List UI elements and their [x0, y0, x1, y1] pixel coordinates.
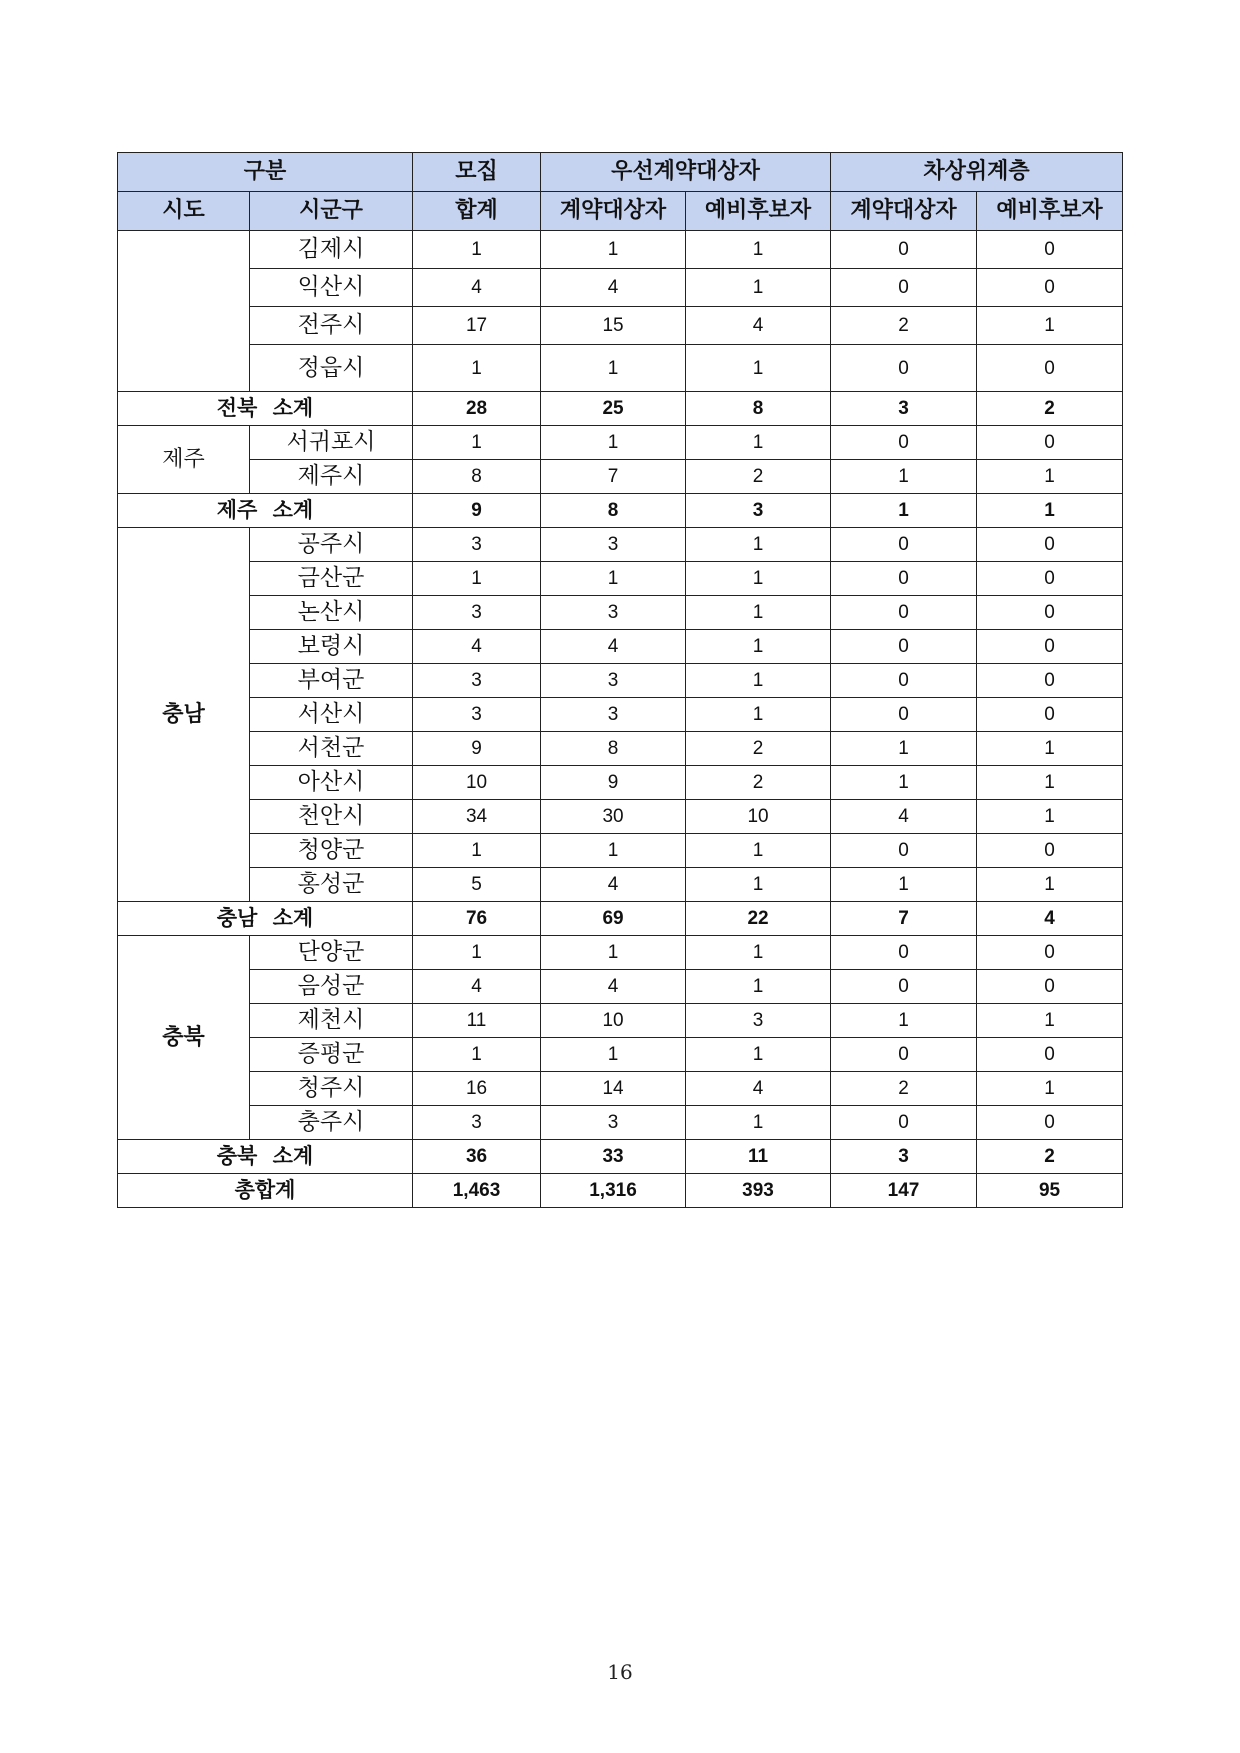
value-cell: 1	[977, 307, 1123, 345]
value-cell: 0	[831, 345, 977, 392]
sigungu-cell: 제천시	[250, 1004, 413, 1038]
value-cell: 15	[541, 307, 686, 345]
value-cell: 8	[413, 460, 541, 494]
subtotal-value: 36	[413, 1140, 541, 1174]
value-cell: 0	[977, 834, 1123, 868]
table-row	[118, 1072, 1123, 1106]
value-cell: 1	[413, 834, 541, 868]
value-cell: 17	[413, 307, 541, 345]
value-cell: 3	[541, 664, 686, 698]
value-cell: 0	[977, 596, 1123, 630]
value-cell: 1	[831, 766, 977, 800]
table-row	[118, 800, 1123, 834]
value-cell: 1	[831, 868, 977, 902]
grand-total-value: 1,316	[541, 1174, 686, 1208]
subtotal-value: 2	[977, 392, 1123, 426]
subtotal-label: 제주 소계	[118, 494, 413, 528]
value-cell: 9	[413, 732, 541, 766]
value-cell: 3	[541, 528, 686, 562]
value-cell: 1	[977, 766, 1123, 800]
value-cell: 4	[686, 307, 831, 345]
value-cell: 1	[831, 460, 977, 494]
value-cell: 1	[541, 345, 686, 392]
subtotal-row	[118, 1140, 1123, 1174]
value-cell: 0	[977, 231, 1123, 269]
table-row	[118, 528, 1123, 562]
sigungu-cell: 증평군	[250, 1038, 413, 1072]
header-priority: 우선계약대상자	[541, 153, 831, 192]
subtotal-value: 3	[686, 494, 831, 528]
value-cell: 3	[541, 1106, 686, 1140]
value-cell: 0	[977, 426, 1123, 460]
value-cell: 0	[977, 970, 1123, 1004]
header-near-poverty: 차상위계층	[831, 153, 1123, 192]
value-cell: 1	[686, 562, 831, 596]
value-cell: 3	[541, 698, 686, 732]
subtotal-value: 8	[541, 494, 686, 528]
sido-cell: 충북	[118, 936, 250, 1140]
sigungu-cell: 음성군	[250, 970, 413, 1004]
grand-total-label: 총합계	[118, 1174, 413, 1208]
value-cell: 34	[413, 800, 541, 834]
value-cell: 0	[831, 426, 977, 460]
subtotal-value: 11	[686, 1140, 831, 1174]
value-cell: 0	[831, 970, 977, 1004]
value-cell: 9	[541, 766, 686, 800]
value-cell: 2	[686, 766, 831, 800]
sigungu-cell: 제주시	[250, 460, 413, 494]
value-cell: 1	[977, 800, 1123, 834]
table-row	[118, 596, 1123, 630]
value-cell: 0	[977, 269, 1123, 307]
sigungu-cell: 김제시	[250, 231, 413, 269]
value-cell: 1	[686, 698, 831, 732]
value-cell: 1	[686, 970, 831, 1004]
table-row	[118, 426, 1123, 460]
value-cell: 4	[413, 269, 541, 307]
header-sido: 시도	[118, 192, 250, 231]
header-category: 구분	[118, 153, 413, 192]
subtotal-value: 76	[413, 902, 541, 936]
subtotal-value: 1	[831, 494, 977, 528]
value-cell: 0	[831, 834, 977, 868]
value-cell: 4	[413, 630, 541, 664]
value-cell: 1	[413, 231, 541, 269]
value-cell: 0	[831, 528, 977, 562]
sigungu-cell: 보령시	[250, 630, 413, 664]
table-row	[118, 345, 1123, 392]
subtotal-label: 충남 소계	[118, 902, 413, 936]
value-cell: 0	[977, 1038, 1123, 1072]
value-cell: 1	[977, 1072, 1123, 1106]
grand-total-row	[118, 1174, 1123, 1208]
value-cell: 4	[541, 868, 686, 902]
value-cell: 4	[541, 970, 686, 1004]
sigungu-cell: 익산시	[250, 269, 413, 307]
table-row	[118, 460, 1123, 494]
value-cell: 1	[541, 936, 686, 970]
value-cell: 1	[977, 732, 1123, 766]
value-cell: 0	[831, 1106, 977, 1140]
value-cell: 1	[686, 269, 831, 307]
value-cell: 11	[413, 1004, 541, 1038]
table-row	[118, 766, 1123, 800]
subtotal-value: 2	[977, 1140, 1123, 1174]
value-cell: 0	[977, 345, 1123, 392]
value-cell: 0	[831, 1038, 977, 1072]
value-cell: 0	[977, 630, 1123, 664]
table-row	[118, 868, 1123, 902]
table-row	[118, 936, 1123, 970]
value-cell: 1	[977, 460, 1123, 494]
sigungu-cell: 청양군	[250, 834, 413, 868]
value-cell: 0	[831, 630, 977, 664]
value-cell: 0	[831, 562, 977, 596]
sigungu-cell: 부여군	[250, 664, 413, 698]
value-cell: 1	[686, 868, 831, 902]
value-cell: 0	[977, 698, 1123, 732]
sigungu-cell: 서귀포시	[250, 426, 413, 460]
value-cell: 1	[686, 936, 831, 970]
sigungu-cell: 서천군	[250, 732, 413, 766]
header-row-1	[118, 153, 1123, 192]
value-cell: 1	[831, 732, 977, 766]
sigungu-cell: 천안시	[250, 800, 413, 834]
value-cell: 1	[686, 231, 831, 269]
value-cell: 1	[413, 426, 541, 460]
value-cell: 1	[541, 834, 686, 868]
sigungu-cell: 서산시	[250, 698, 413, 732]
sido-cell: 충남	[118, 528, 250, 902]
value-cell: 0	[977, 936, 1123, 970]
value-cell: 2	[686, 732, 831, 766]
value-cell: 1	[541, 562, 686, 596]
value-cell: 1	[686, 630, 831, 664]
value-cell: 0	[977, 562, 1123, 596]
subtotal-value: 8	[686, 392, 831, 426]
sido-cell: 제주	[118, 426, 250, 494]
value-cell: 1	[413, 1038, 541, 1072]
subtotal-value: 3	[831, 1140, 977, 1174]
value-cell: 16	[413, 1072, 541, 1106]
value-cell: 1	[413, 345, 541, 392]
value-cell: 7	[541, 460, 686, 494]
subtotal-value: 9	[413, 494, 541, 528]
sigungu-cell: 충주시	[250, 1106, 413, 1140]
value-cell: 0	[977, 664, 1123, 698]
value-cell: 0	[831, 231, 977, 269]
table-row	[118, 231, 1123, 269]
value-cell: 1	[541, 426, 686, 460]
value-cell: 10	[541, 1004, 686, 1038]
grand-total-value: 147	[831, 1174, 977, 1208]
value-cell: 2	[831, 307, 977, 345]
table-row	[118, 698, 1123, 732]
value-cell: 0	[831, 596, 977, 630]
table-row	[118, 970, 1123, 1004]
value-cell: 4	[541, 630, 686, 664]
table-row	[118, 269, 1123, 307]
value-cell: 1	[686, 596, 831, 630]
header-total: 합계	[413, 192, 541, 231]
subtotal-value: 7	[831, 902, 977, 936]
value-cell: 1	[977, 1004, 1123, 1038]
value-cell: 8	[541, 732, 686, 766]
table-row	[118, 1004, 1123, 1038]
value-cell: 3	[686, 1004, 831, 1038]
table-row	[118, 664, 1123, 698]
page-number: 16	[607, 1660, 633, 1684]
table-row	[118, 732, 1123, 766]
sigungu-cell: 공주시	[250, 528, 413, 562]
value-cell: 1	[686, 664, 831, 698]
value-cell: 14	[541, 1072, 686, 1106]
value-cell: 1	[413, 936, 541, 970]
value-cell: 10	[686, 800, 831, 834]
table-row	[118, 307, 1123, 345]
subtotal-row	[118, 392, 1123, 426]
value-cell: 5	[413, 868, 541, 902]
sigungu-cell: 논산시	[250, 596, 413, 630]
value-cell: 3	[413, 1106, 541, 1140]
subtotal-value: 25	[541, 392, 686, 426]
subtotal-value: 33	[541, 1140, 686, 1174]
value-cell: 3	[413, 698, 541, 732]
header-priority-contract: 계약대상자	[541, 192, 686, 231]
subtotal-value: 3	[831, 392, 977, 426]
value-cell: 1	[686, 1038, 831, 1072]
value-cell: 4	[686, 1072, 831, 1106]
subtotal-value: 4	[977, 902, 1123, 936]
grand-total-value: 393	[686, 1174, 831, 1208]
table-row	[118, 1106, 1123, 1140]
value-cell: 0	[831, 936, 977, 970]
value-cell: 1	[686, 834, 831, 868]
value-cell: 1	[977, 868, 1123, 902]
subtotal-row	[118, 902, 1123, 936]
value-cell: 4	[413, 970, 541, 1004]
value-cell: 1	[541, 1038, 686, 1072]
grand-total-value: 95	[977, 1174, 1123, 1208]
value-cell: 1	[686, 528, 831, 562]
subtotal-row	[118, 494, 1123, 528]
value-cell: 1	[686, 1106, 831, 1140]
sigungu-cell: 홍성군	[250, 868, 413, 902]
value-cell: 0	[977, 1106, 1123, 1140]
header-near-contract: 계약대상자	[831, 192, 977, 231]
table-row	[118, 630, 1123, 664]
table-row	[118, 562, 1123, 596]
value-cell: 2	[831, 1072, 977, 1106]
table-row	[118, 1038, 1123, 1072]
sigungu-cell: 단양군	[250, 936, 413, 970]
sigungu-cell: 청주시	[250, 1072, 413, 1106]
value-cell: 1	[686, 426, 831, 460]
subtotal-label: 전북 소계	[118, 392, 413, 426]
recruitment-table	[117, 152, 1123, 1208]
sigungu-cell: 금산군	[250, 562, 413, 596]
value-cell: 4	[831, 800, 977, 834]
value-cell: 30	[541, 800, 686, 834]
header-row-2	[118, 192, 1123, 231]
grand-total-value: 1,463	[413, 1174, 541, 1208]
subtotal-value: 28	[413, 392, 541, 426]
value-cell: 0	[977, 528, 1123, 562]
subtotal-label: 충북 소계	[118, 1140, 413, 1174]
value-cell: 1	[686, 345, 831, 392]
value-cell: 1	[541, 231, 686, 269]
value-cell: 0	[831, 269, 977, 307]
header-priority-reserve: 예비후보자	[686, 192, 831, 231]
header-sigungu: 시군구	[250, 192, 413, 231]
value-cell: 0	[831, 664, 977, 698]
subtotal-value: 1	[977, 494, 1123, 528]
header-near-reserve: 예비후보자	[977, 192, 1123, 231]
value-cell: 3	[413, 528, 541, 562]
value-cell: 1	[413, 562, 541, 596]
value-cell: 0	[831, 698, 977, 732]
sigungu-cell: 정읍시	[250, 345, 413, 392]
sido-cell	[118, 231, 250, 392]
sigungu-cell: 전주시	[250, 307, 413, 345]
value-cell: 3	[541, 596, 686, 630]
value-cell: 10	[413, 766, 541, 800]
header-recruit: 모집	[413, 153, 541, 192]
sigungu-cell: 아산시	[250, 766, 413, 800]
value-cell: 1	[831, 1004, 977, 1038]
subtotal-value: 22	[686, 902, 831, 936]
value-cell: 3	[413, 596, 541, 630]
table-row	[118, 834, 1123, 868]
value-cell: 2	[686, 460, 831, 494]
subtotal-value: 69	[541, 902, 686, 936]
value-cell: 3	[413, 664, 541, 698]
value-cell: 4	[541, 269, 686, 307]
